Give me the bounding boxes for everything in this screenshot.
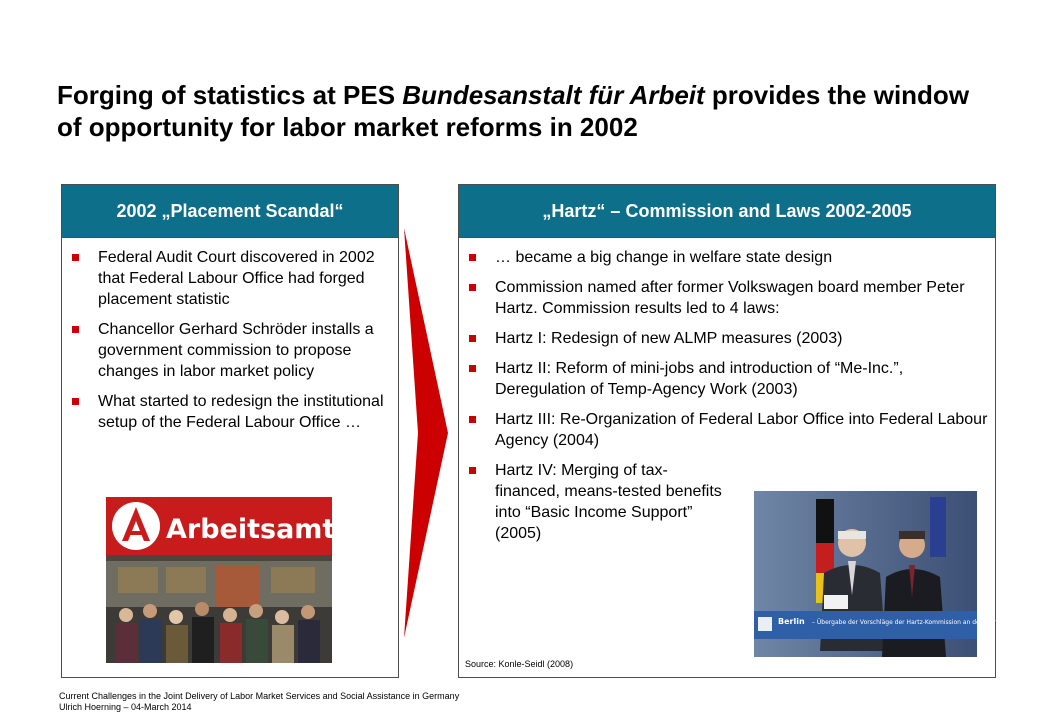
bullet-square-icon [469, 284, 476, 291]
bullet-square-icon [469, 254, 476, 261]
bullet-item [459, 409, 989, 451]
title-italic: Bundesanstalt für Arbeit [402, 80, 705, 110]
arbeitsamt-photo [106, 497, 336, 663]
bullet-text: Federal Audit Court discovered in 2002 that Federal Labour Office had forged placement statistic [98, 249, 375, 308]
bullet-square-icon [469, 335, 476, 342]
bullet-item [62, 319, 392, 382]
bullet-text: Commission named after former Volkswagen board member Peter Hartz. Commission results led to 4 laws: [495, 279, 965, 317]
bullet-text: Hartz II: Reform of mini-jobs and introduction of “Me-Inc.”, Deregulation of Temp-Agency Work (2003) [495, 360, 904, 398]
bullet-item [459, 277, 989, 319]
bullet-text: What started to redesign the institutional setup of the Federal Labour Office … [98, 393, 384, 431]
hartz-commission-header: „Hartz“ – Commission and Laws 2002-2005 [459, 185, 995, 238]
slide-title [57, 79, 997, 143]
photo-caption-text: – Übergabe der Vorschläge der Hartz-Kommission an den Bundeskanzler [812, 619, 1030, 626]
arbeitsamt-sign-text: Arbeitsamt [166, 514, 336, 545]
footer-line1: Current Challenges in the Joint Delivery of Labor Market Services and Social Assistance in Germany [59, 691, 460, 701]
bullet-square-icon [469, 416, 476, 423]
bullet-square-icon [72, 398, 79, 405]
bullet-text: … became a big change in welfare state design [495, 249, 833, 266]
bullet-square-icon [72, 326, 79, 333]
bullet-item [459, 358, 989, 400]
title-part2: provides the window of opportunity for labor market reforms in 2002 [57, 80, 970, 142]
bullet-item [62, 247, 392, 310]
placement-scandal-header: 2002 „Placement Scandal“ [62, 185, 398, 238]
bullet-square-icon [469, 467, 476, 474]
source-note: Source: Konle-Seidl (2008) [465, 659, 574, 669]
hartz-photo-illustration [754, 491, 1030, 657]
bullet-item [62, 391, 392, 433]
bullet-text: Hartz I: Redesign of new ALMP measures (2003) [495, 330, 843, 347]
bullet-item [459, 328, 989, 349]
photo-caption-city: Berlin [778, 617, 805, 626]
bullet-text: Hartz III: Re-Organization of Federal Labor Office into Federal Labour Agency (2004) [495, 411, 988, 449]
placement-scandal-bullets [62, 247, 392, 442]
bullet-item [459, 247, 989, 268]
arbeitsamt-photo-illustration [106, 497, 336, 663]
title-part1: Forging of statistics at PES [57, 80, 403, 110]
footer-line2: Ulrich Hoerning – 04-March 2014 [59, 702, 192, 712]
bullet-square-icon [469, 365, 476, 372]
bullet-item [459, 460, 725, 544]
transition-arrow-icon [404, 228, 448, 638]
bullet-text: Chancellor Gerhard Schröder installs a government commission to propose changes in labor market policy [98, 321, 374, 380]
hartz-handover-photo [754, 491, 1030, 657]
bullet-square-icon [72, 254, 79, 261]
bullet-text: Hartz IV: Merging of tax-financed, means-tested benefits into “Basic Income Support” (2005) [495, 462, 722, 542]
slide-footer [59, 691, 459, 713]
